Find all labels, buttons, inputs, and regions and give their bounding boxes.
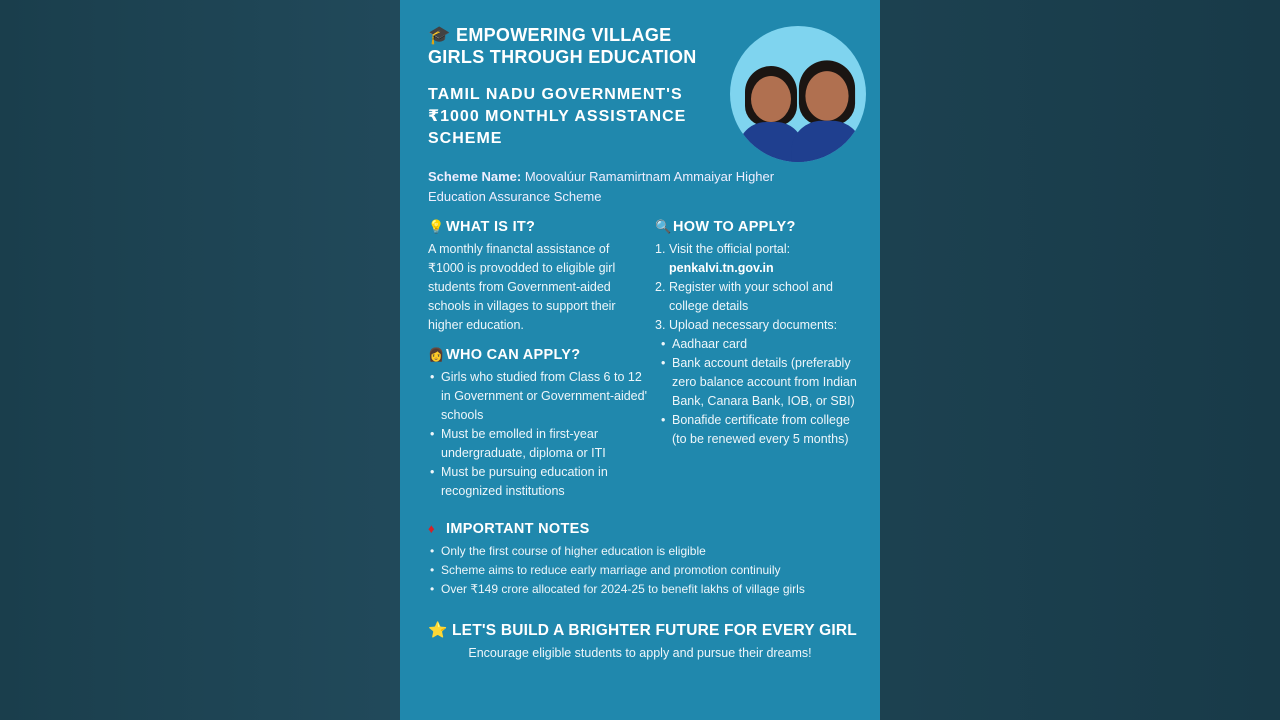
section-heading: IMPORTANT NOTES bbox=[446, 521, 590, 537]
step-item bbox=[655, 240, 867, 278]
students-photo bbox=[730, 26, 866, 162]
scheme-name bbox=[428, 167, 778, 207]
star-icon: ⭐ bbox=[428, 622, 448, 639]
what-section bbox=[428, 217, 638, 335]
who-section bbox=[428, 345, 653, 501]
list-item: • Must be pursuing education in recognized institutions bbox=[428, 463, 653, 501]
scheme-value: Moovalúur Ramamirtnam Ammaiyar Higher Education Assurance Scheme bbox=[428, 169, 775, 204]
section-heading: WHAT IS IT? bbox=[446, 219, 536, 235]
how-section bbox=[655, 217, 867, 449]
list-item: • Girls who studied from Class 6 to 12 in Government or Government-aided' schools bbox=[428, 368, 653, 425]
poster-subtitle: TAMIL NADU GOVERNMENT'S ₹1000 MONTHLY ASSISTANCE SCHEME bbox=[428, 86, 687, 147]
magnifier-icon: 🔍 bbox=[655, 219, 672, 234]
student-icon: 👩 bbox=[428, 347, 445, 362]
lightbulb-icon: 💡 bbox=[428, 219, 445, 234]
notes-section bbox=[428, 519, 878, 599]
scheme-label: Scheme Name: bbox=[428, 169, 522, 184]
cta-title: LET'S BUILD A BRIGHTER FUTURE FOR EVERY GIRL bbox=[452, 622, 857, 639]
document-item: • Aadhaar card bbox=[659, 335, 867, 354]
poster-title bbox=[428, 24, 728, 68]
graduation-cap-icon: 🎓 bbox=[428, 25, 451, 45]
list-item: • Must be emolled in first-year undergraduate, diploma or ITI bbox=[428, 425, 653, 463]
step-number: 3. bbox=[655, 318, 666, 332]
step-text: Upload necessary documents: bbox=[669, 318, 838, 332]
document-item: • Bonafide certificate from college (to be renewed every 5 months) bbox=[659, 411, 867, 449]
step-number: 1. bbox=[655, 242, 666, 256]
section-heading: HOW TO APPLY? bbox=[673, 219, 796, 235]
cta-heading bbox=[428, 621, 868, 640]
infographic-poster bbox=[400, 0, 880, 720]
what-text: A monthly financtal assistance of ₹1000 is provodded to eligible girl students from Government-aided schools in villages to support their higher education. bbox=[428, 242, 616, 332]
title-text: EMPOWERING VILLAGE GIRLS THROUGH EDUCATION bbox=[428, 25, 697, 67]
list-item: • Over ₹149 crore allocated for 2024-25 to benefit lakhs of village girls bbox=[428, 580, 878, 599]
list-item: • Only the first course of higher education is eligible bbox=[428, 542, 878, 561]
step-text: Visit the official portal: bbox=[669, 242, 791, 256]
step-item bbox=[655, 278, 867, 316]
document-item: • Bank account details (preferably zero balance account from Indian Bank, Canara Bank, IOB, or SBI) bbox=[659, 354, 867, 411]
portal-link[interactable]: penkalvi.tn.gov.in bbox=[669, 261, 774, 275]
section-heading: WHO CAN APPLY? bbox=[446, 347, 581, 363]
step-item bbox=[655, 316, 867, 335]
step-number: 2. bbox=[655, 280, 666, 294]
gem-icon: ♦ bbox=[428, 521, 435, 536]
list-item: • Scheme aims to reduce early marriage and promotion continuily bbox=[428, 561, 878, 580]
step-text: Register with your school and college details bbox=[669, 280, 833, 313]
cta-text: Encourage eligible students to apply and pursue their dreams! bbox=[468, 646, 812, 660]
